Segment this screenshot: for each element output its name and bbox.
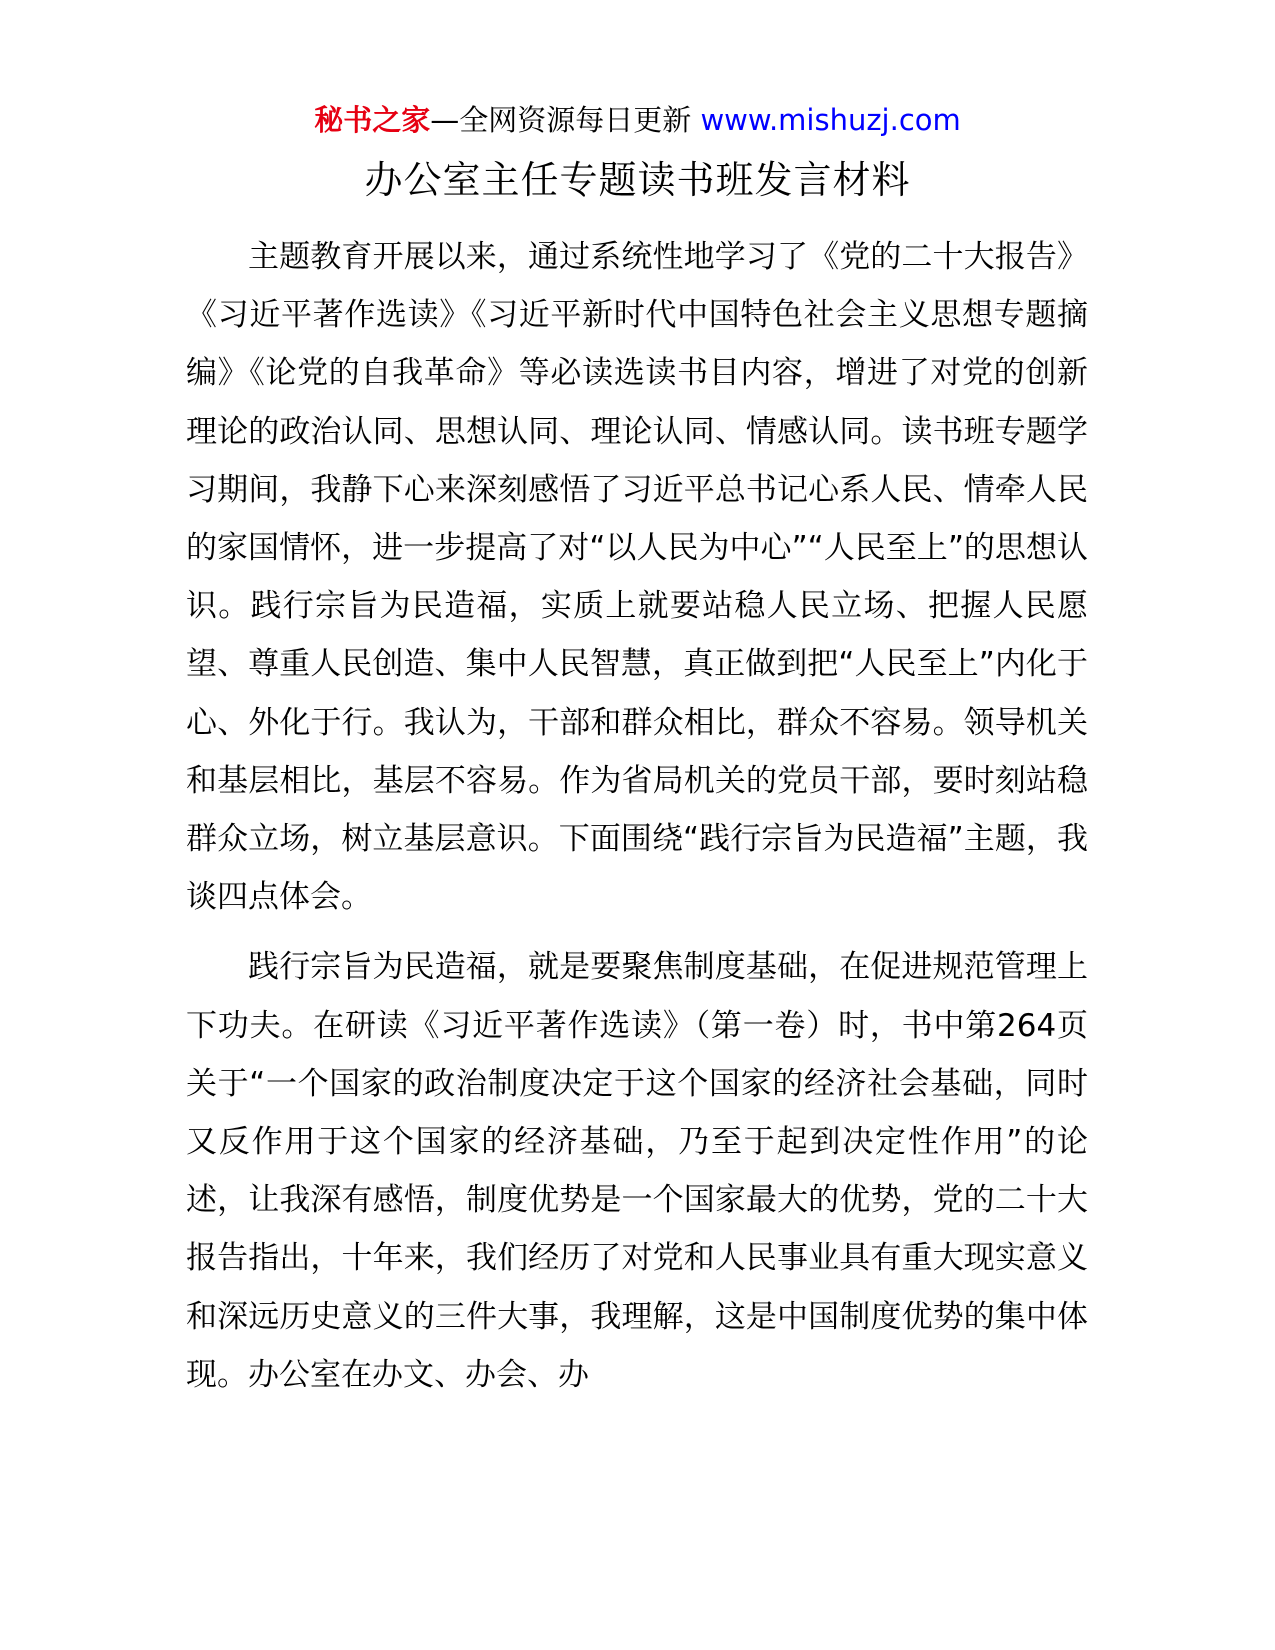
header-tagline: —全网资源每日更新 (430, 103, 692, 137)
document-title: 办公室主任专题读书班发言材料 (364, 158, 911, 202)
paragraph-1: 主题教育开展以来，通过系统性地学习了《党的二十大报告》《习近平著作选读》《习近平新时代中国特色社会主义思想专题摘编》《论党的自我革命》等必读选读书目内容，增进了对党的创新理论的政治认同、思想认同、理论认同、情感认同。读书班专题学习期间，我静下心来深刻感悟了习近平总书记心系人民、情牵人民的家国情怀，进一步提高了对“以人民为中心”“人民至上”的思想认识。践行宗旨为民造福，实质上就要站稳人民立场、把握人民愿望、尊重人民创造、集中人民智慧，真正做到把“人民至上”内化于心、外化于行。我认为，干部和群众相比，群众不容易。领导机关和基层相比，基层不容易。作为省局机关的党员干部，要时刻站稳群众立场，树立基层意识。下面围绕“践行宗旨为民造福”主题，我谈四点体会。 (186, 239, 1088, 916)
paragraph-2: 践行宗旨为民造福，就是要聚焦制度基础，在促进规范管理上下功夫。在研读《习近平著作选读》（第一卷）时，书中第264页关于“一个国家的政治制度决定于这个国家的经济社会基础，同时又反作用于这个国家的经济基础，乃至于起到决定性作用”的论述，让我深有感悟，制度优势是一个国家最大的优势，党的二十大报告指出，十年来，我们经历了对党和人民事业具有重大现实意义和深远历史意义的三件大事，我理解，这是中国制度优势的集中体现。办公室在办文、办会、办 (186, 949, 1088, 1393)
brand-name: 秘书之家 (314, 103, 431, 137)
document-body (186, 228, 1088, 1416)
site-url-link[interactable]: www.mishuzj.com (700, 103, 961, 137)
site-header (0, 100, 1275, 140)
